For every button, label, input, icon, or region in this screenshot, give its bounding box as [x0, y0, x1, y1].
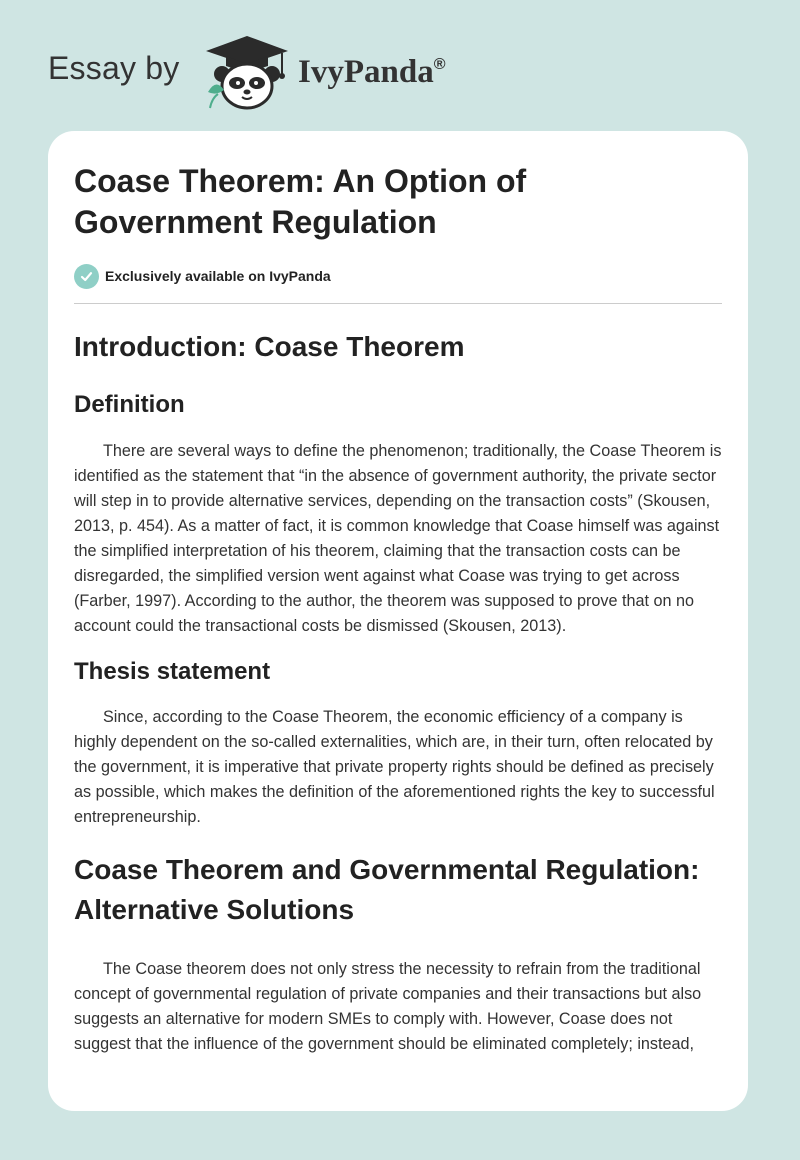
paragraph-alternative-solutions: The Coase theorem does not only stress the necessity to refrain from the traditional concept of governmental regulation of private companies and their transactions but also suggests an alternative for modern SMEs to comply with. However, Coase does not suggest that the influence of the government should be eliminated completely; instead, — [74, 960, 702, 1053]
article-content — [74, 161, 722, 1057]
site-header — [48, 34, 648, 114]
article-card — [48, 131, 748, 1111]
paragraph-thesis: Since, according to the Coase Theorem, the economic efficiency of a company is highly dependent on the so-called externalities, which are, in their turn, often relocated by the government, it is imperative that private property rights should be defined as precisely as possible, which makes the definition of the aforementioned rights the key to successful entrepreneurship. — [74, 708, 715, 826]
paragraph-definition: There are several ways to define the phenomenon; traditionally, the Coase Theorem is identified as the statement that “in the absence of government authority, the private sector will step in to provide alternative services, depending on the transaction costs” (Skousen, 2013, p. 454). As a matter of fact, it is common knowledge that Coase himself was against the simplified interpretation of his theorem, claiming that the transaction costs can be disregarded, the simplified version went against what Coase was trying to get across (Farber, 1997). According to the author, the theorem was supposed to prove that on no account could the transactional costs be dismissed (Skousen, 2013). — [74, 442, 722, 635]
article-title: Coase Theorem: An Option of Government Regulation — [74, 163, 527, 240]
divider — [74, 303, 722, 304]
subsection-heading-definition: Definition — [74, 391, 185, 418]
section-heading-introduction: Introduction: Coase Theorem — [74, 331, 465, 362]
registered-mark: ® — [433, 56, 446, 73]
section-heading-alternative-solutions: Coase Theorem and Governmental Regulation: Alternative Solutions — [74, 854, 700, 925]
badge-text: Exclusively available on IvyPanda — [105, 268, 331, 284]
exclusive-badge — [74, 263, 722, 289]
panda-logo-icon[interactable] — [202, 34, 292, 112]
essay-by-label: Essay by — [48, 50, 180, 86]
brand-name: IvyPanda® — [298, 54, 446, 90]
check-icon — [74, 264, 99, 289]
subsection-heading-thesis: Thesis statement — [74, 658, 271, 685]
